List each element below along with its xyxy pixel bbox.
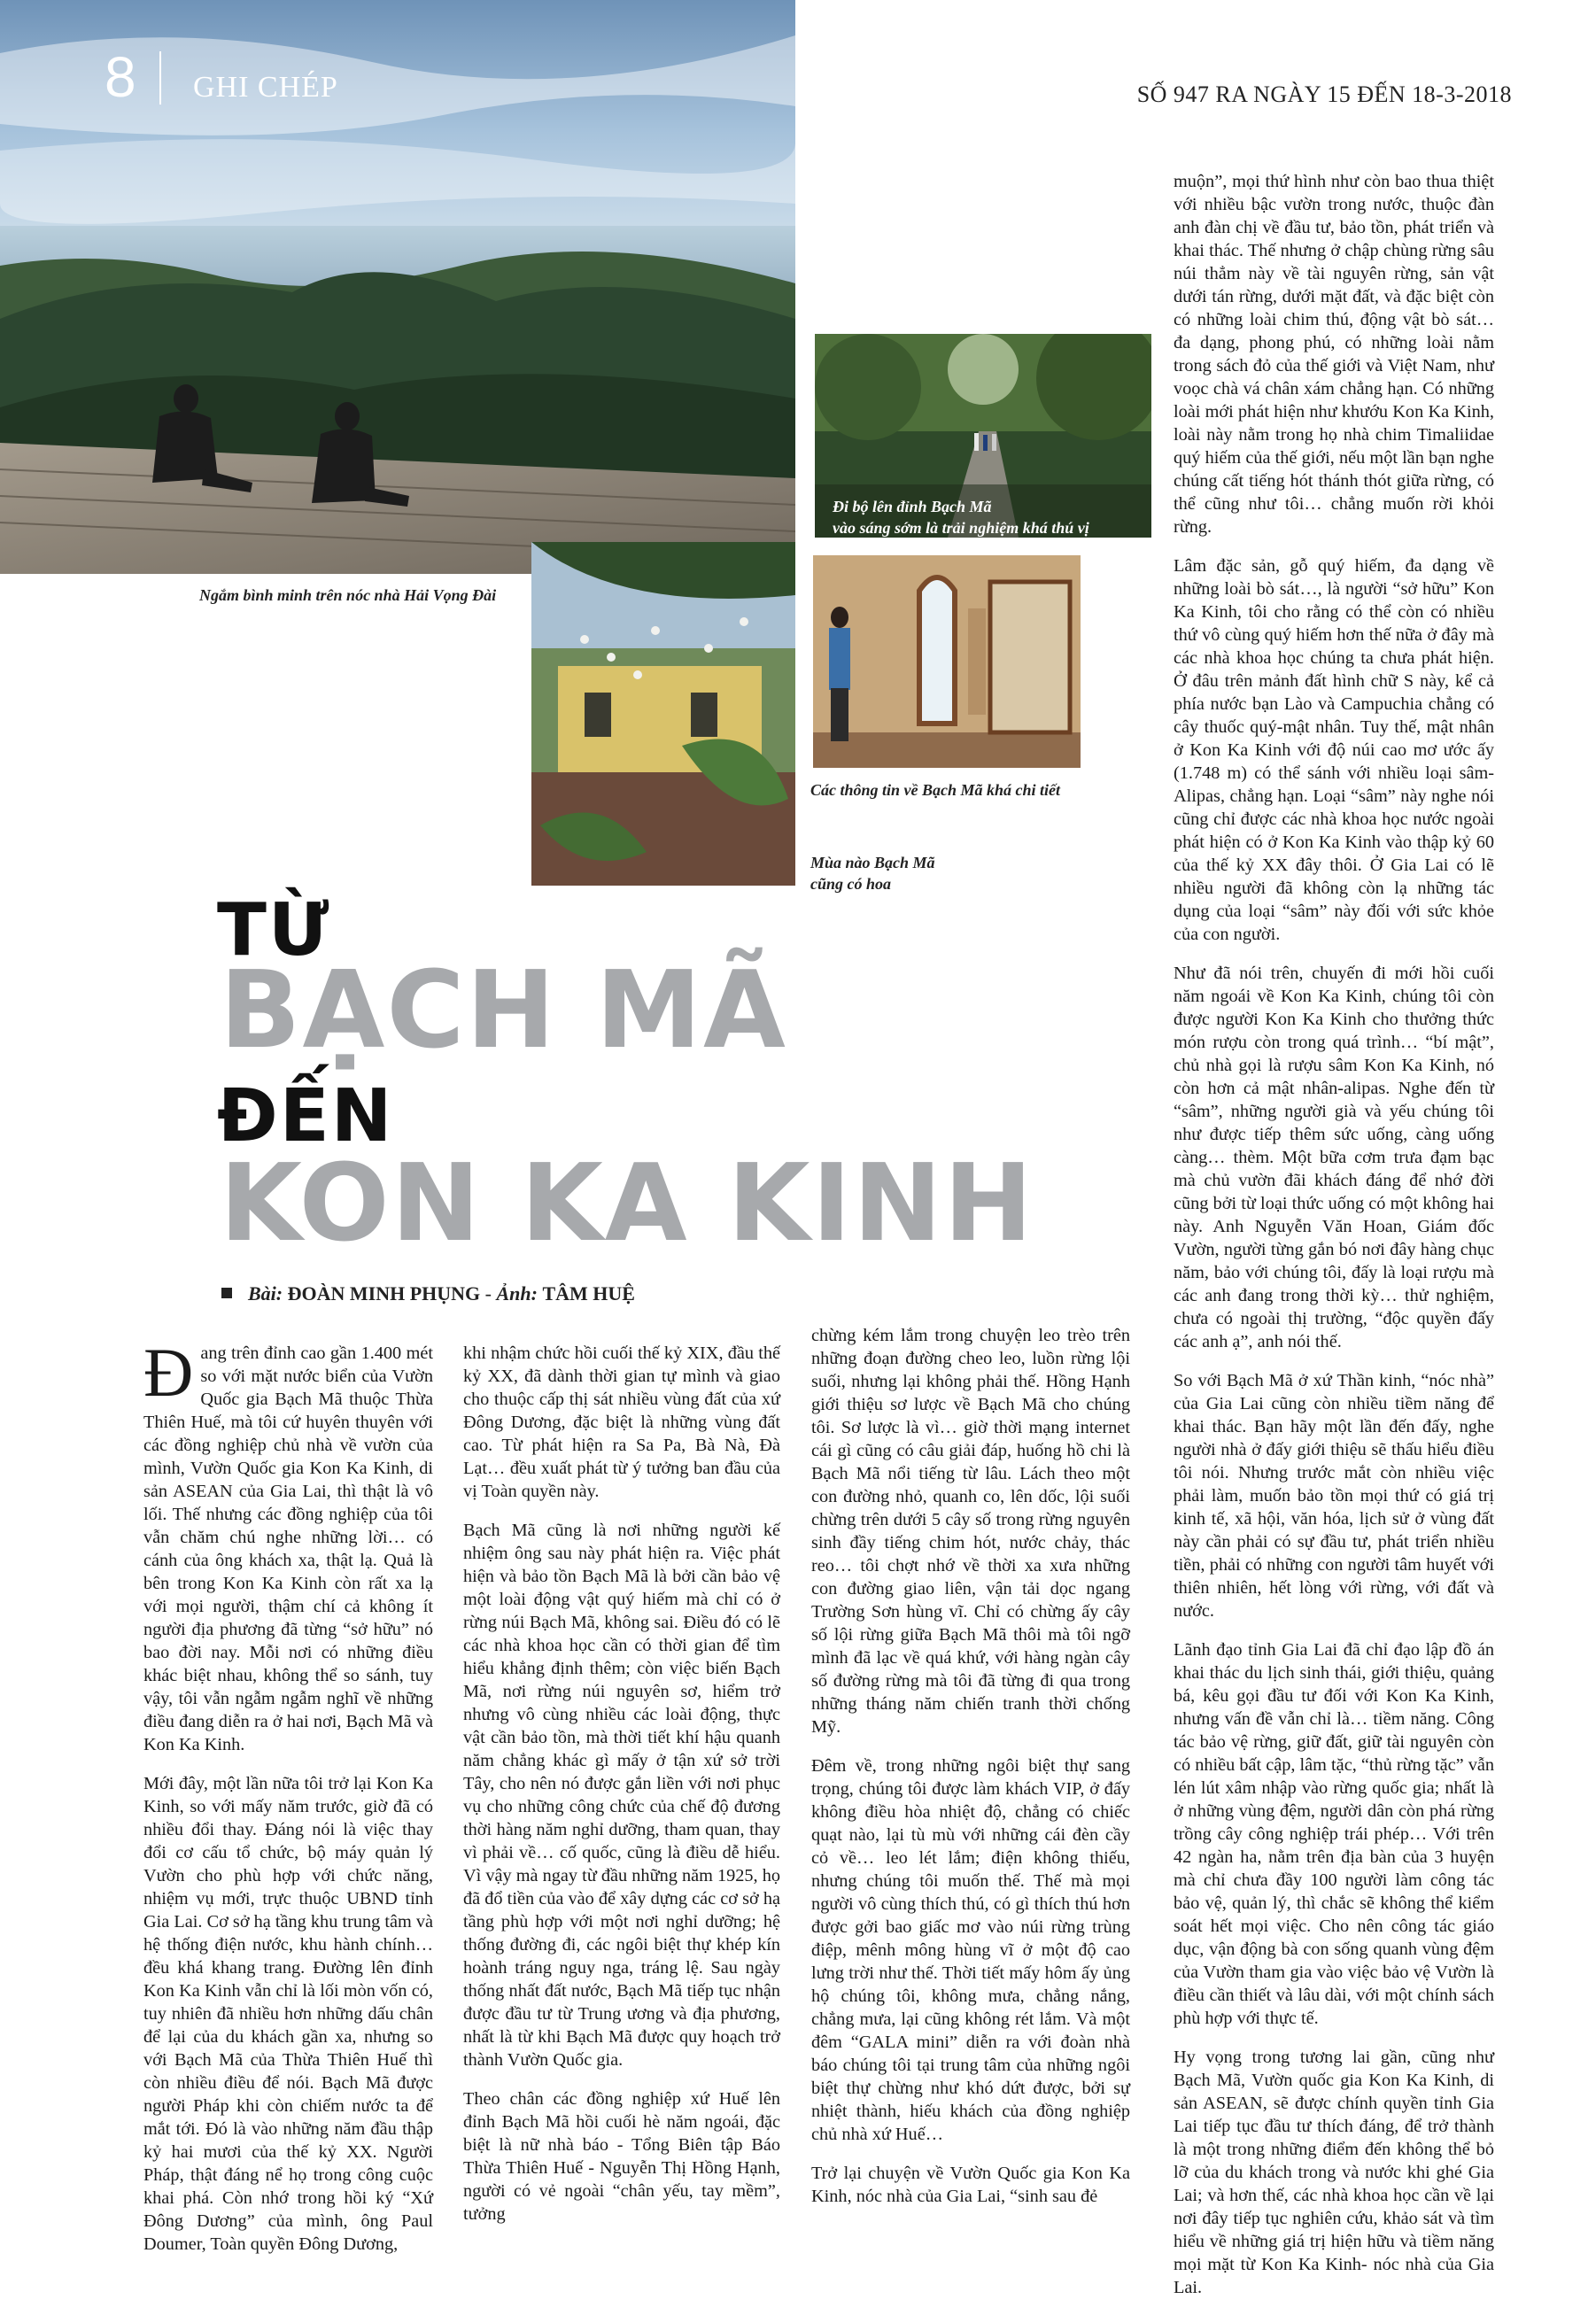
page-number: 8: [105, 45, 136, 109]
flower-photo-illustration: [531, 542, 795, 886]
byline: [221, 1282, 635, 1305]
paragraph: Theo chân các đồng nghiệp xứ Huế lên đỉnh Bạch Mã hồi cuối hè năm ngoái, đặc biệt là nữ nhà báo - Tổng Biên tập Báo Thừa Thiên Huế - Nguyễn Thị Hồng Hạnh, người có vẻ ngoài “chân yếu, tay mềm”, tưởng: [463, 2089, 780, 2224]
paragraph: Lâm đặc sản, gỗ quý hiếm, đa dạng về những loài bò sát…, là người “sở hữu” Kon Ka Kinh, tôi cho rằng có thể còn có nhiều thứ vô cùng quý hiếm hơn thế nữa ở đây mà các nhà khoa học chúng ta chưa phát hiện. Ở đâu trên mảnh đất hình chữ S này, kể cả phía nước bạn Lào và Campuchia chẳng có cây thuốc quý-mật nhân. Tuy thế, mật nhân ở Kon Ka Kinh với độ núi cao mơ ước ấy (1.748 m) có thể sánh với nhiều loại sâm-Alipas, chẳng hạn. Loại “sâm” này nghe nói cũng chỉ được các nhà khoa học nước ngoài phát hiện có ở Kon Ka Kinh vào thập kỷ 60 của thế kỷ XX đây thôi. Ở Gia Lai có lẽ nhiều người đã không còn lạ những tác dụng của loại “sâm” này đối với sức khỏe của con người.: [1174, 556, 1494, 944]
paragraph: muộn”, mọi thứ hình như còn bao thua thiệt với nhiều bậc vườn trong nước, thuộc đàn anh đàn chị về đầu tư, bảo tồn, phát triển và khai thác. Thế nhưng ở chập chùng rừng sâu núi thẳm này về tài nguyên rừng, sản vật dưới tán rừng, dưới mặt đất, và đặc biệt còn có những loài chim thú, động vật bò sát… đa dạng, phong phú, có những loài nằm trong sách đỏ của thế giới và Việt Nam, như voọc chà vá chân xám chẳng hạn. Có những loài mới phát hiện như khướu Kon Ka Kinh, loài này nằm trong họ nhà chim Timaliidae quý hiếm của thế giới, nếu một lần bạn nghe chúng cất tiếng hót thánh thót giữa rừng, có thể cũng như tôi… chẳng muốn rời khỏi rừng.: [1174, 172, 1494, 537]
byline-photo-label: Ảnh:: [496, 1282, 538, 1305]
headline-line1: TỪ: [217, 888, 331, 972]
exhibit-photo-illustration: [813, 555, 1081, 768]
article-column-3: [811, 1324, 1130, 2224]
caption-road-line2: vào sáng sớm là trải nghiệm khá thú vị: [833, 519, 1089, 537]
paragraph: khi nhậm chức hồi cuối thế kỷ XIX, đầu thế kỷ XX, đã dành thời gian tự mình và giao cho thuộc cấp thị sát nhiều vùng đất của xứ Đông Dương, đặc biệt là những vùng đất cao. Từ phát hiện ra Sa Pa, Bà Nà, Đà Lạt… đều xuất phát từ ý tưởng ban đầu của vị Toàn quyền này.: [463, 1343, 780, 1501]
caption-flower: [810, 852, 988, 894]
article-column-2: [463, 1342, 780, 2241]
byline-author: ĐOÀN MINH PHỤNG: [287, 1282, 481, 1305]
header-divider: [159, 51, 161, 105]
caption-road-line1: Đi bộ lên đỉnh Bạch Mã: [833, 498, 992, 515]
headline-line3: ĐẾN: [217, 1074, 394, 1158]
exhibit-photo: [813, 555, 1081, 768]
byline-photographer: TÂM HUỆ: [542, 1282, 635, 1305]
caption-exhibit: Các thông tin về Bạch Mã khá chi tiết: [810, 781, 1061, 799]
caption-hero: Ngắm bình minh trên nóc nhà Hải Vọng Đài: [199, 586, 497, 604]
byline-separator: -: [480, 1282, 497, 1305]
headline-line4: KON KA KINH: [220, 1142, 1034, 1266]
paragraph: Lãnh đạo tỉnh Gia Lai đã chỉ đạo lập đồ án khai thác du lịch sinh thái, giới thiệu, quảng bá, kêu gọi đầu tư đối với Kon Ka Kinh, nhưng vấn đề vẫn chỉ là… tiềm năng. Công tác bảo vệ rừng, giữ đất, giữ tài nguyên còn có nhiều bất cập, lâm tặc, “thủ rừng tặc” vẫn lén lút xâm nhập vào rừng quốc gia; nhất là ở những vùng đệm, người dân còn phá rừng trồng cây công nghiệp trái phép… Với trên 42 ngàn ha, nằm trên địa bàn của 3 huyện mà chỉ chưa đầy 100 người làm công tác bảo vệ, quản lý, thì chắc sẽ không thể kiểm soát hết mọi việc. Cho nên công tác giáo dục, vận động bà con sống quanh vùng đệm của Vườn tham gia vào việc bảo vệ Vườn là điều cần thiết và lâu dài, với một chính sách phù hợp với thực tế.: [1174, 1640, 1494, 2028]
article-column-1: [143, 1334, 433, 2272]
paragraph: Như đã nói trên, chuyến đi mới hồi cuối năm ngoái về Kon Ka Kinh, chúng tôi còn được người Kon Ka Kinh cho thưởng thức món rượu còn trong quá trình… “bí mật”, chủ nhà gọi là rượu sâm Kon Ka Kinh, nó còn hơn cả mật nhân-alipas. Nghe đến từ “sâm”, những người già và yếu chúng tôi như được tiếp thêm sức uống, càng uống càng… thèm. Một bữa cơm trưa đạm bạc mà chủ vườn đãi khách đáng để nhớ đời cũng bởi từ loại thức uống có một không hai này. Anh Nguyễn Văn Hoan, Giám đốc Vườn, người từng gắn bó nơi đây hàng chục năm, bảo với chúng tôi, đấy là loại rượu mà các anh đang trong thời kỳ… thử nghiệm, chưa có ngoài thị trường, “độc quyền đấy các anh ạ”, anh nói thế.: [1174, 964, 1494, 1351]
paragraph: [143, 1334, 433, 1756]
headline-line2: BẠCH MÃ: [220, 949, 787, 1072]
byline-label: Bài:: [248, 1282, 283, 1305]
paragraph: chừng kém lắm trong chuyện leo trèo trên những đoạn đường cheo leo, luồn rừng lội suối, nhưng lại không phải thế. Hồng Hạnh giới thiệu sơ lược về Bạch Mã cho chúng tôi. Sơ lược là vì… giờ thời mạng internet cái gì cũng có câu giải đáp, huống hồ chi là Bạch Mã nổi tiếng từ lâu. Lách theo một con đường nhỏ, quanh co, lên dốc, lội suối chừng trên dưới 5 cây số trong rừng nguyên sinh đầy tiếng chim hót, nước chảy, thác reo… tôi chợt nhớ về thời xa xưa những con đường giao liên, vận tải dọc ngang Trường Sơn hùng vĩ. Chỉ có chừng ấy cây số lội rừng giữa Bạch Mã thôi mà tôi ngỡ mình đã lạc về quá khứ, với hàng ngàn cây số đường rừng mà tôi đã từng đi qua trong những tháng năm chiến tranh thời chống Mỹ.: [811, 1326, 1130, 1737]
caption-flower-line1: Mùa nào Bạch Mã: [810, 854, 935, 871]
paragraph: Bạch Mã cũng là nơi những người kế nhiệm ông sau này phát hiện ra. Việc phát hiện và bảo tồn Bạch Mã là bởi cần bảo vệ một loài động vật quý hiếm mà chỉ có ở rừng núi Bạch Mã, không sai. Điều đó có lẽ các nhà khoa học cần có thời gian để tìm hiểu khẳng định thêm; còn việc biến Bạch Mã, nơi rừng núi nguyên sơ, hiểm trở nhưng vô cùng nhiều các loài động, thực vật cần bảo tồn, mà thời tiết khí hậu quanh năm chẳng khác gì mấy ở tận xứ sở trời Tây, cho nên nó được gắn liền với nơi phục vụ cho những công chức của chế độ đương thời hàng năm nghỉ dưỡng, tham quan, thay vì phải về… cố quốc, cũng là điều dễ hiểu. Vì vậy mà ngay từ đầu những năm 1925, họ đã đổ tiền của vào để xây dựng các cơ sở hạ tầng phù hợp với một nơi nghỉ dưỡng; hệ thống đường đi, các ngôi biệt thự khép kín hoành tráng nguy nga, tráng lệ. Sau ngày thống nhất đất nước, Bạch Mã tiếp tục nhận được đầu tư từ Trung ương và địa phương, nhất là từ khi Bạch Mã được quy hoạch trở thành Vườn Quốc gia.: [463, 1521, 780, 2070]
paragraph: Mới đây, một lần nữa tôi trở lại Kon Ka Kinh, so với mấy năm trước, giờ đã có nhiều đổi thay. Đáng nói là việc thay đổi cơ cấu tổ chức, bộ máy quản lý Vườn cho phù hợp với chức năng, nhiệm vụ mới, trực thuộc UBND tỉnh Gia Lai. Cơ sở hạ tầng khu trung tâm và hệ thống điện nước, khu hành chính… đều khá khang trang. Đường lên đỉnh Kon Ka Kinh vẫn chỉ là lối mòn vốn có, tuy nhiên đã nhiều hơn những dấu chân để lại của du khách gần xa, nhưng so với Bạch Mã của Thừa Thiên Huế thì còn nhiều điều để nói. Bạch Mã được người Pháp khi còn chiếm nước ta để mắt tới. Đó là vào những năm đầu thập kỷ hai mươi của thế kỷ XX. Người Pháp, thật đáng nể họ trong công cuộc khai phá. Còn nhớ trong hồi ký “Xứ Đông Dương” của mình, ông Paul Doumer, Toàn quyền Đông Dương,: [143, 1774, 433, 2254]
paragraph: So với Bạch Mã ở xứ Thần kinh, “nóc nhà” của Gia Lai cũng còn nhiều tiềm năng để khai thác. Bạn hãy một lần đến đấy, nghe người nhà ở đấy giới thiệu sẽ thấu hiểu điều tôi nói. Nhưng trước mắt còn nhiều việc phải làm, muốn bảo tồn mọi thứ có giá trị kinh tế, xã hội, văn hóa, lịch sử ở vùng đất này cần phải có sự đầu tư, phát triển nhiều tiền, phải có những con người tâm huyết với thiên nhiên, hết lòng với rừng, với đất và nước.: [1174, 1371, 1494, 1621]
caption-flower-line2: cũng có hoa: [810, 875, 892, 893]
section-label: GHI CHÉP: [193, 71, 338, 104]
drop-cap: Đ: [143, 1334, 194, 1411]
paragraph-text: ang trên đỉnh cao gần 1.400 mét so với mặt nước biển của Vườn Quốc gia Bạch Mã thuộc Thừa Thiên Huế, mà tôi cứ huyên thuyên với các đồng nghiệp chủ nhà về vườn của mình, Vườn Quốc gia Kon Ka Kinh, di sản ASEAN của Gia Lai, thì thật là vô lối. Thế nhưng các đồng nghiệp của tôi vẫn chăm chú nghe những lời… có cánh của ông khách xa, thật lạ. Quả là bên trong Kon Ka Kinh còn rất xa lạ với mọi người, thậm chí cả không ít người địa phương đã từng “sở hữu” nó bao đời nay. Mỗi nơi có những điều khác biệt nhau, không thể so sánh, tuy vậy, tôi vẫn ngẫm ngẫm nghĩ về những điều đang diễn ra ở hai nơi, Bạch Mã và Kon Ka Kinh.: [143, 1343, 433, 1754]
paragraph: Trở lại chuyện về Vườn Quốc gia Kon Ka Kinh, nóc nhà của Gia Lai, “sinh sau đẻ: [811, 2164, 1130, 2206]
flower-photo: [531, 542, 795, 886]
article-column-4: [1174, 170, 1494, 2315]
byline-bullet: [221, 1288, 232, 1298]
issue-date-line: SỐ 947 RA NGÀY 15 ĐẾN 18-3-2018: [1136, 81, 1512, 107]
caption-road: [833, 496, 1134, 538]
paragraph: Đêm về, trong những ngôi biệt thự sang trọng, chúng tôi được làm khách VIP, ở đấy không điều hòa nhiệt độ, chẳng có chiếc quạt nào, lại tù mù với những cái đèn cầy cỏ về… leo lét lắm; điện không thiếu, nhưng chúng tôi muốn thế. Thế mà mọi người vô cùng thích thú, có gì thích thú hơn được gởi bao giấc mơ vào núi rừng trùng điệp, mênh mông hùng vĩ ở một độ cao lưng trời như thế. Thời tiết mấy hôm ấy ủng hộ chúng tôi, không mưa, chẳng nắng, chẳng mưa, lại cũng không rét lắm. Và một đêm “GALA mini” diễn ra với đoàn nhà báo chúng tôi tại trung tâm của những ngôi biệt thự chừng như khó dứt được, bởi sự nhiệt thành, hiếu khách của đồng nghiệp chủ nhà xứ Huế…: [811, 1756, 1130, 2144]
paragraph: Hy vọng trong tương lai gần, cũng như Bạch Mã, Vườn quốc gia Kon Ka Kinh, di sản ASEAN, sẽ được chính quyền tỉnh Gia Lai tiếp tục đầu tư thích đáng, để trở thành là một trong những điểm đến không thể bỏ lỡ của du khách trong và nước khi ghé Gia Lai; và hơn thế, các nhà khoa học cần về lại nơi đây tiếp tục nghiên cứu, khảo sát và tìm hiểu về những giá trị hiện hữu và tiềm năng mọi mặt từ Kon Ka Kinh- nóc nhà của Gia Lai.: [1174, 2048, 1494, 2297]
